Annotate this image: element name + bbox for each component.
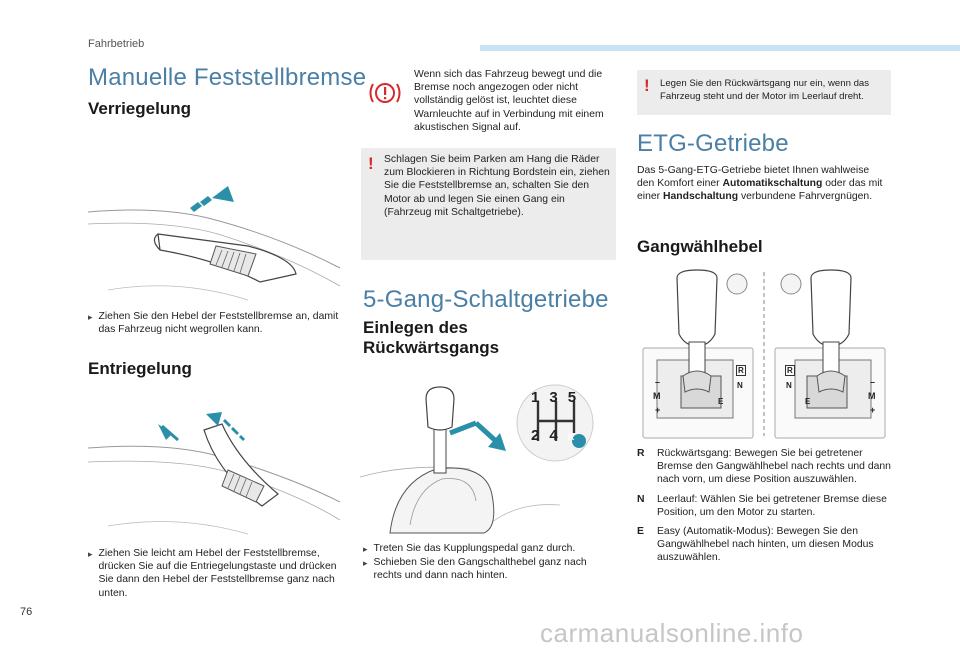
page-title: Manuelle Feststellbremse [88,64,367,91]
etg-intro-text: verbundene Fahrvergnügen. [738,191,873,203]
parking-brake-unlock-illustration [88,390,340,540]
selector-heading: Gangwählhebel [637,237,763,256]
gear-2-label: 2 [531,427,550,444]
etg-intro [637,164,887,204]
gate-n-left: N [737,381,743,390]
gear-5-label: 5 [567,389,587,406]
legend-key: N [637,493,645,505]
unlock-instruction [88,547,340,600]
etg-selector-illustration [637,268,891,440]
warning-light-text: Wenn sich das Fahrzeug bewegt und die Bremse noch angezogen oder nicht vollständig gelöst ist, leuchtet diese Warnleuchte auf in Verbindung mit einem akustischen Signal auf. [414,69,604,133]
etg-intro-bold: Automatikschaltung [722,178,823,190]
reverse-step [363,556,615,582]
brake-warning-light-icon [367,80,403,106]
gate-plus-left: + [655,405,661,415]
gear-r-label: R [567,432,585,442]
legend-text: Rückwärtsgang: Bewegen Sie bei getretener Bremse den Gangwählhebel nach rechts und dann nach vorn, um diese Position auszuwählen. [657,448,891,486]
legend-item-e [637,525,891,565]
bullet-icon: ▸ [88,312,93,322]
parking-note-box [361,148,616,260]
legend-item-n [637,493,891,519]
gate-m-right: M [868,391,876,401]
legend-item-r [637,447,891,487]
selector-legend [637,447,891,565]
etg-intro-text: oder das mit einer [637,178,883,203]
etg-title: ETG-Getriebe [637,130,789,157]
legend-text: Easy (Automatik-Modus): Bewegen Sie den Gangwählhebel nach hinten, um diesen Modus auszuwählen. [657,526,874,564]
gear-pattern-top [531,389,586,406]
gate-minus-left: – [655,377,661,387]
bullet-icon: ▸ [363,544,368,554]
warning-icon: ! [644,76,650,95]
lock-instruction [88,310,340,336]
page-number: 76 [20,606,33,618]
gear-pattern-bottom [531,427,584,444]
gear-3-label: 3 [549,389,568,406]
gate-e-right: E [805,397,811,406]
reverse-heading: Einlegen des Rückwärtsgangs [363,318,500,357]
header-bar [480,45,960,51]
gate-e-left: E [718,397,724,406]
reverse-step-text: Treten Sie das Kupplungspedal ganz durch. [373,543,576,554]
etg-intro-text: Das 5-Gang-ETG-Getriebe bietet Ihnen wahlweise den Komfort einer [637,165,870,190]
reverse-step [363,542,615,556]
warning-icon: ! [368,154,374,173]
unlock-heading: Entriegelung [88,359,192,378]
legend-text: Leerlauf: Wählen Sie bei getretener Bremse diese Position, um den Motor zu starten. [657,493,887,518]
gate-r-right: R [787,366,793,375]
bullet-icon: ▸ [88,549,93,559]
gate-plus-right: + [870,405,876,415]
legend-key: E [637,526,644,538]
parking-brake-lock-illustration [88,150,340,308]
legend-key: R [637,448,645,459]
gate-n-right: N [786,381,792,390]
gearbox-title: 5-Gang-Schaltgetriebe [363,286,609,313]
reverse-note-text: Legen Sie den Rückwärtsgang nur ein, wenn das Fahrzeug steht und der Motor im Leerlauf dreht. [660,78,870,102]
etg-intro-bold: Handschaltung [663,191,739,203]
section-label: Fahrbetrieb [88,38,145,50]
lock-heading: Verriegelung [88,99,191,118]
gate-minus-right: – [870,377,876,387]
reverse-step-text: Schieben Sie den Gangschalthebel ganz nach rechts und dann nach hinten. [373,557,587,582]
unlock-instruction-text: Ziehen Sie leicht am Hebel der Feststellbremse, drücken Sie auf die Entriegelungstaste und drücken Sie dann den Hebel der Feststellbremse ganz nach unten. [98,548,337,599]
gear-4-label: 4 [549,427,568,444]
reverse-steps [363,542,615,583]
reverse-note-box [637,70,891,115]
lock-instruction-text: Ziehen Sie den Hebel der Feststellbremse an, damit das Fahrzeug nicht wegrollen kann. [98,311,339,336]
watermark: carmanualsonline.info [540,618,804,648]
parking-note-text: Schlagen Sie beim Parken am Hang die Räder zum Blockieren in Richtung Bordstein ein, ziehen Sie die Feststellbremse an, schalten Sie den Motor ab und legen Sie einen Gang ein (Fahrzeug mit Schaltgetriebe). [384,154,610,218]
bullet-icon: ▸ [363,558,368,569]
gear-1-label: 1 [531,389,550,406]
gate-m-left: M [653,391,661,401]
gate-r-left: R [738,366,744,375]
